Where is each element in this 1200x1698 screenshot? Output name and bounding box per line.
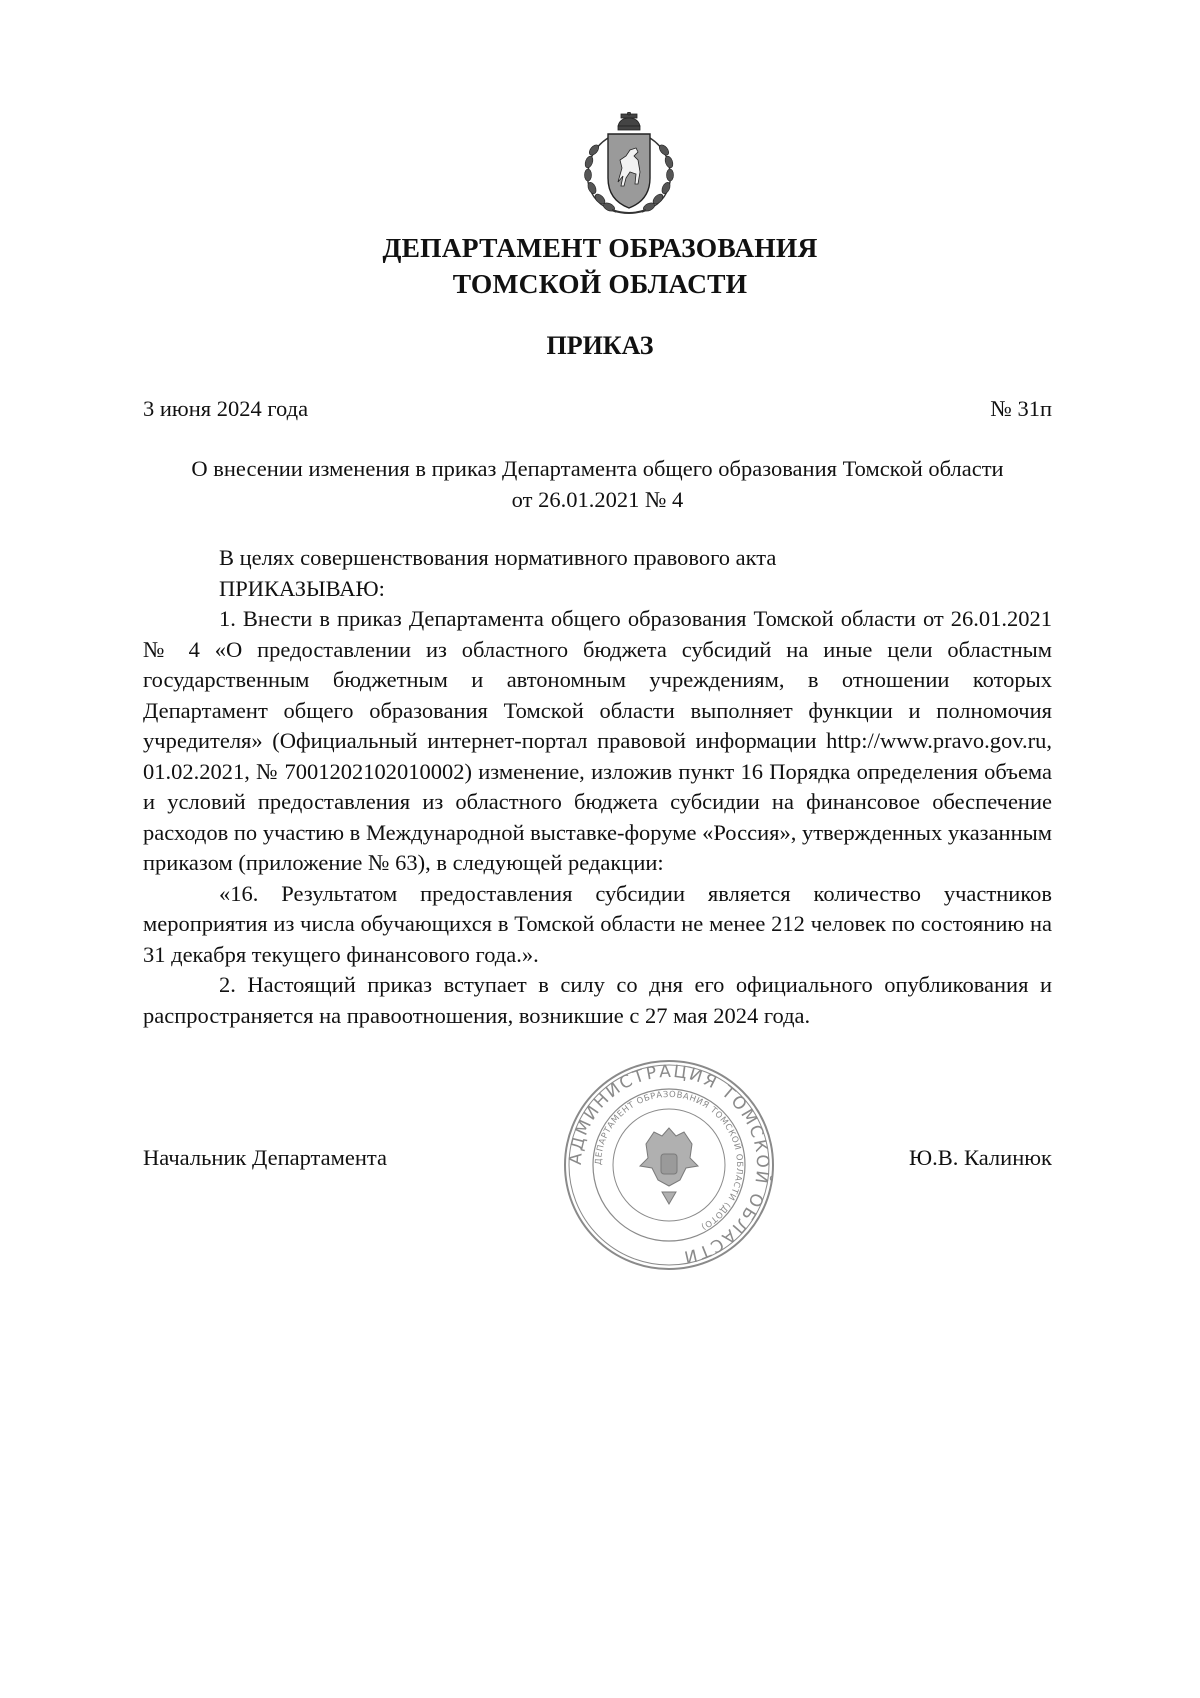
item-2-paragraph: 2. Настоящий приказ вступает в силу со дня его официального опубликования и распространяется на правоотношения, возникшие с 27 мая 2024 года. [143,972,1052,1028]
document-type: ПРИКАЗ [546,331,654,360]
quoted-paragraph: «16. Результатом предоставления субсидии является количество участников мероприятия из числа обучающихся в Томской области не менее 212 человек по состоянию на 31 декабря текущего финансового года.». [143,880,1052,967]
organization-name [0,230,1200,302]
seal-inner-text: ДЕПАРТАМЕНТ ОБРАЗОВАНИЯ ТОМСКОЙ ОБЛАСТИ (ДОТО) [593,1089,745,1232]
document-date: 3 июня 2024 года [143,396,309,421]
document-body [143,543,1052,1031]
document-subject [143,453,1052,515]
intro-paragraph: В целях совершенствования нормативного правового акта [219,545,777,570]
official-seal-icon [562,1058,776,1272]
order-word: ПРИКАЗЫВАЮ: [219,575,385,601]
item-1-paragraph: 1. Внести в приказ Департамента общего образования Томской области от 26.01.2021 № 4 «О предоставлении из областного бюджета субсидий на иные цели областным государственным бюджетным и автономным учреждениям, в отношении которых Департамент общего образования Томской области выполняет функции и полномочия учредителя» (Официальный интернет-портал правовой информации http://www.pravo.gov.ru, 01.02.2021, № 7001202102010002) изменение, изложив пункт 16 Порядка определения объема и условий предоставления из областного бюджета субсидии на финансовое обеспечение расходов по участию в Международной выставке-форуме «Россия», утвержденных указанным приказом (приложение № 63), в следующей редакции: [143,606,1052,875]
seal-outer-text: АДМИНИСТРАЦИЯ ТОМСКОЙ ОБЛАСТИ [565,1061,773,1268]
subject-line-1: О внесении изменения в приказ Департамента общего образования Томской области [191,456,1004,481]
subject-line-2: от 26.01.2021 № 4 [511,487,684,512]
organization-line-1: ДЕПАРТАМЕНТ ОБРАЗОВАНИЯ [382,232,818,263]
signer-name: Ю.В. Калинюк [909,1145,1052,1170]
document-number: № 31п [990,396,1052,421]
coat-of-arms-icon [578,112,680,218]
signer-position: Начальник Департамента [143,1145,388,1170]
organization-line-2: ТОМСКОЙ ОБЛАСТИ [452,268,748,299]
